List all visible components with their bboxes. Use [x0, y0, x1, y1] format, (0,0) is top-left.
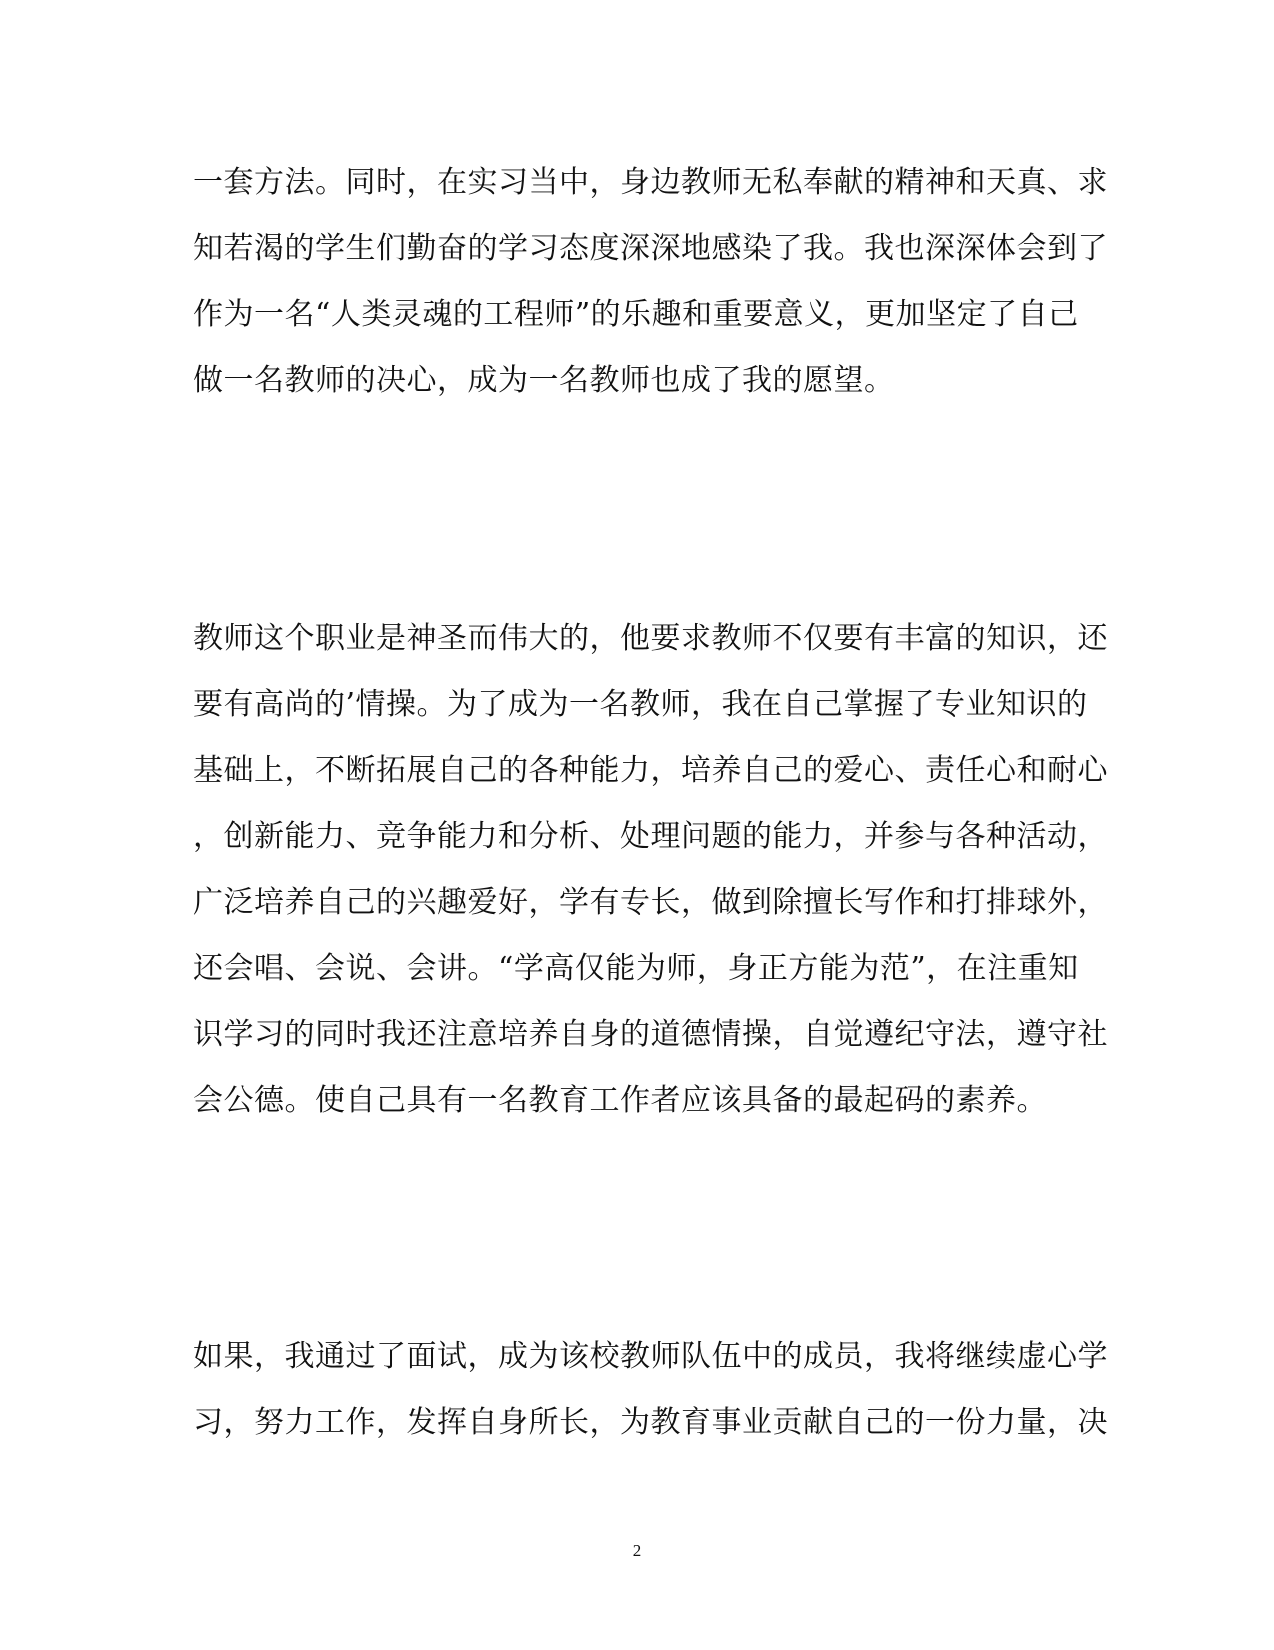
- text-line: 知若渴的学生们勤奋的学习态度深深地感染了我。我也深深体会到了: [193, 231, 1108, 266]
- paragraph: [193, 606, 1108, 1134]
- text-line: 习，努力工作，发挥自身所长，为教育事业贡献自己的一份力量，决: [193, 1405, 1108, 1440]
- text-line: ，创新能力、竞争能力和分析、处理问题的能力，并参与各种活动，: [193, 819, 1108, 854]
- text-line: 要有高尚的’情操。为了成为一名教师，我在自己掌握了专业知识的: [193, 687, 1088, 722]
- text-line: 教师这个职业是神圣而伟大的，他要求教师不仅要有丰富的知识，还: [193, 621, 1108, 656]
- text-line: 作为一名“人类灵魂的工程师”的乐趣和重要意义，更加坚定了自己: [193, 297, 1079, 332]
- text-line: 广泛培养自己的兴趣爱好，学有专长，做到除擅长写作和打排球外，: [193, 885, 1108, 920]
- text-line: 如果，我通过了面试，成为该校教师队伍中的成员，我将继续虚心学: [193, 1339, 1108, 1374]
- paragraph: [193, 150, 1108, 414]
- text-line: 会公德。使自己具有一名教育工作者应该具备的最起码的素养。: [193, 1083, 1047, 1118]
- text-line: 一套方法。同时，在实习当中，身边教师无私奉献的精神和天真、求: [193, 165, 1108, 200]
- text-line: 还会唱、会说、会讲。“学高仅能为师，身正方能为范”，在注重知: [193, 951, 1079, 986]
- paragraph: [193, 1324, 1108, 1456]
- text-line: 基础上，不断拓展自己的各种能力，培养自己的爱心、责任心和耐心: [193, 753, 1108, 788]
- text-line: 做一名教师的决心，成为一名教师也成了我的愿望。: [193, 363, 895, 398]
- text-line: 识学习的同时我还注意培养自身的道德情操，自觉遵纪守法，遵守社: [193, 1017, 1108, 1052]
- page-number: 2: [632, 1541, 642, 1560]
